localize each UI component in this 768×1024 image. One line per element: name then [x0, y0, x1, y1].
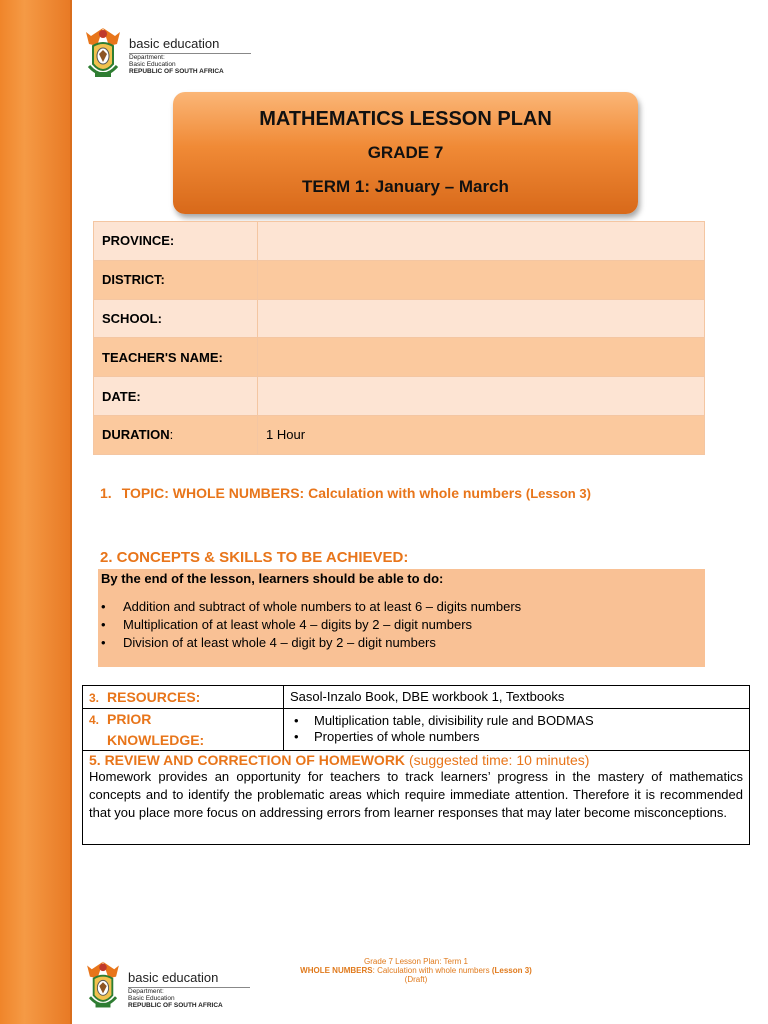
- resources-label-cell: [83, 686, 284, 709]
- table-row: [83, 686, 750, 709]
- district-field[interactable]: [258, 260, 705, 299]
- topic-heading: [100, 485, 591, 501]
- prior-label-cell: [83, 709, 284, 751]
- coat-of-arms-icon: [83, 24, 123, 84]
- table-row: [94, 415, 705, 454]
- header-logo: [83, 24, 251, 84]
- teacher-name-field[interactable]: [258, 338, 705, 377]
- prior-number: 4.: [89, 713, 100, 727]
- table-row: [94, 260, 705, 299]
- coat-of-arms-icon: [84, 958, 122, 1014]
- lesson-info-table: [93, 221, 705, 455]
- footer-line1: Grade 7 Lesson Plan: Term 1: [364, 957, 468, 966]
- logo-country: REPUBLIC OF SOUTH AFRICA: [129, 68, 224, 75]
- term-title: TERM 1: January – March: [302, 177, 509, 196]
- resources-label: RESOURCES:: [107, 689, 201, 705]
- review-cell: [83, 751, 750, 845]
- table-row: [94, 222, 705, 261]
- topic-lesson: (Lesson 3): [525, 486, 591, 501]
- table-row: [94, 299, 705, 338]
- topic-number: 1.: [100, 485, 112, 501]
- list-item: • Properties of whole numbers: [290, 729, 743, 745]
- footer-line3: (Draft): [404, 975, 428, 984]
- review-body: Homework provides an opportunity for teachers to track learners’ progress in the mastery of mathematics concepts and to identify the problematic areas which require immediate attention. Therefore it is recommended that you place more focus on addressing errors from learner responses that may later become misconceptions.: [89, 769, 743, 820]
- date-label: DATE:: [94, 377, 258, 416]
- list-item: • Addition and subtract of whole numbers to at least 6 – digits numbers: [98, 598, 705, 616]
- concepts-intro: By the end of the lesson, learners should be able to do:: [101, 571, 444, 586]
- topic-text: TOPIC: WHOLE NUMBERS: Calculation with whole numbers: [121, 485, 522, 501]
- logo-brand-text: basic education: [129, 36, 251, 54]
- resources-table: [82, 685, 750, 845]
- concepts-list: [98, 598, 705, 652]
- review-heading-text: 5. REVIEW AND CORRECTION OF HOMEWORK: [89, 752, 406, 768]
- review-time: (suggested time: 10 minutes): [408, 752, 590, 768]
- grade-title: GRADE 7: [367, 143, 444, 162]
- logo-dept-line1: Department:: [128, 988, 164, 995]
- footer-line2: WHOLE NUMBERS: Calculation with whole numbers (Lesson 3): [300, 966, 532, 975]
- teacher-name-label: TEACHER'S NAME:: [94, 338, 258, 377]
- list-item: • Multiplication of at least whole 4 – digits by 2 – digit numbers: [98, 616, 705, 634]
- province-field[interactable]: [258, 222, 705, 261]
- duration-field[interactable]: 1 Hour: [258, 415, 705, 454]
- school-label: SCHOOL:: [94, 299, 258, 338]
- province-label: PROVINCE:: [94, 222, 258, 261]
- concepts-box: [98, 569, 705, 667]
- logo-dept-line2: Basic Education: [129, 61, 176, 68]
- title-banner: [173, 92, 638, 214]
- prior-value-cell: [284, 709, 750, 751]
- prior-label-line1: PRIOR: [107, 711, 152, 727]
- table-row: [94, 377, 705, 416]
- page-footer: [248, 957, 584, 984]
- list-item: • Division of at least whole 4 – digit by 2 – digit numbers: [98, 634, 705, 652]
- table-row: [83, 709, 750, 751]
- prior-list: [290, 713, 743, 745]
- duration-label: DURATION:: [94, 415, 258, 454]
- review-heading: [89, 752, 743, 768]
- document-title: MATHEMATICS LESSON PLAN: [259, 108, 552, 130]
- date-field[interactable]: [258, 377, 705, 416]
- prior-label-line2: KNOWLEDGE:: [107, 732, 205, 748]
- logo-dept-line2: Basic Education: [128, 995, 175, 1002]
- district-label: DISTRICT:: [94, 260, 258, 299]
- list-item: • Multiplication table, divisibility rule and BODMAS: [290, 713, 743, 729]
- table-row: [83, 751, 750, 845]
- resources-value: Sasol-Inzalo Book, DBE workbook 1, Textbooks: [284, 686, 750, 709]
- resources-number: 3.: [89, 691, 100, 705]
- orange-side-bar: [0, 0, 72, 1024]
- logo-brand-text: basic education: [128, 970, 250, 988]
- footer-logo: [84, 958, 250, 1014]
- logo-dept-line1: Department:: [129, 54, 165, 61]
- logo-country: REPUBLIC OF SOUTH AFRICA: [128, 1002, 223, 1009]
- table-row: [94, 338, 705, 377]
- school-field[interactable]: [258, 299, 705, 338]
- concepts-heading: 2. CONCEPTS & SKILLS TO BE ACHIEVED:: [100, 549, 409, 566]
